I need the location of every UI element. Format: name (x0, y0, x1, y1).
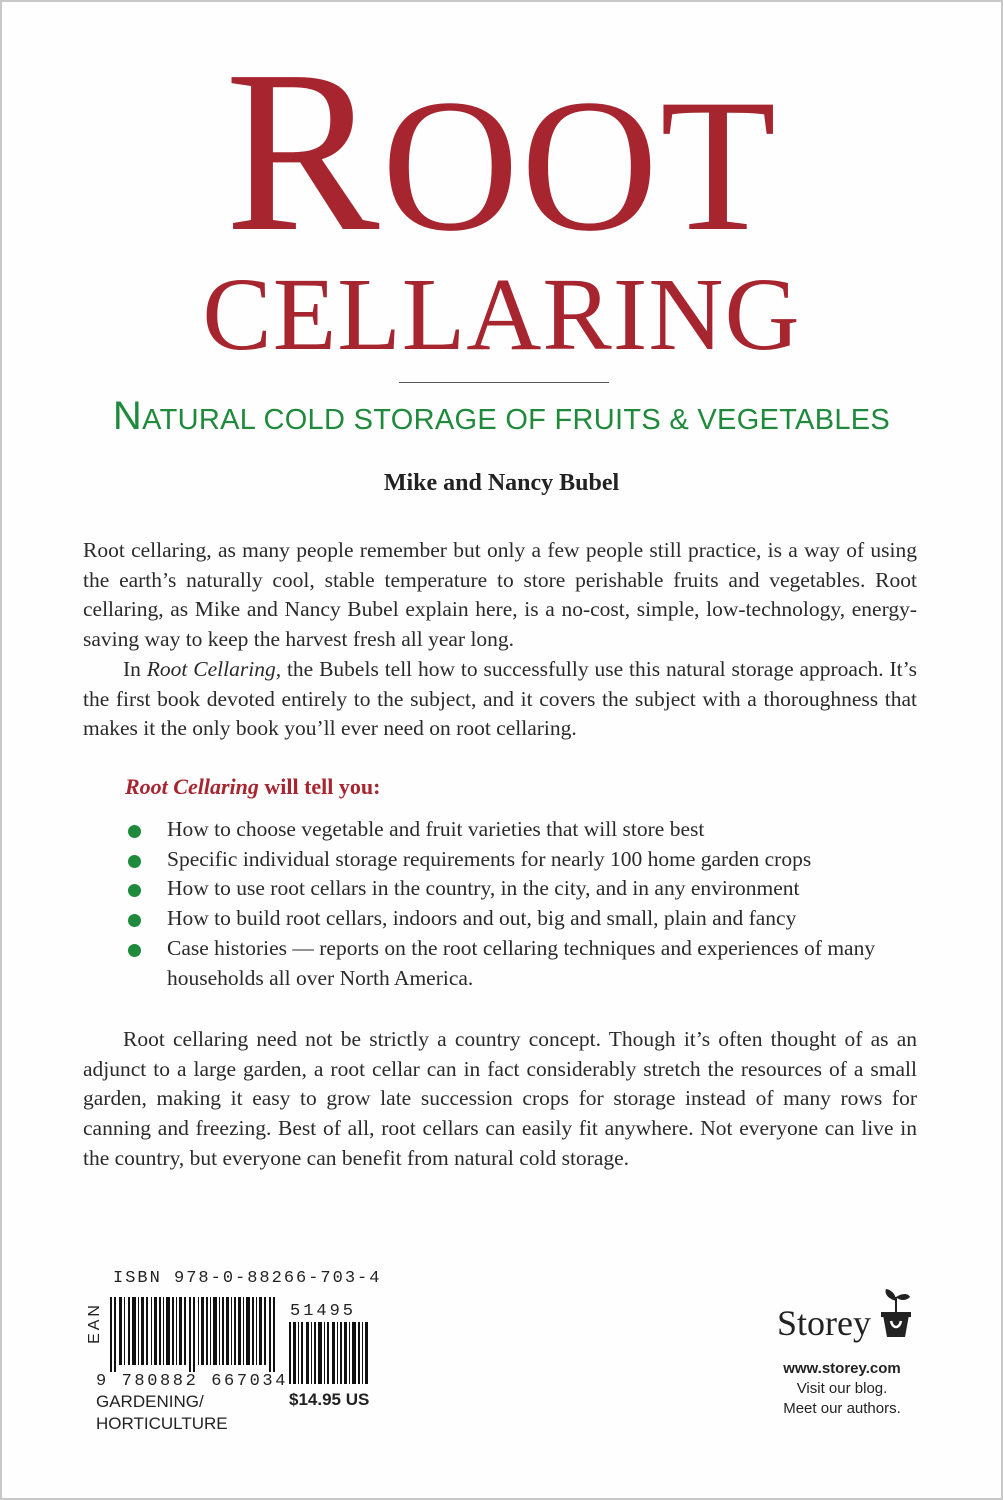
price: $14.95 US (289, 1390, 370, 1409)
bullet-dot-icon (128, 944, 141, 957)
feature-item (125, 904, 925, 934)
intro-paragraph-2 (83, 655, 917, 744)
isbn: ISBN 978-0-88266-703-4 (113, 1269, 382, 1288)
intro-paragraph-1: Root cellaring, as many people remember but only a few people still practice, is a way of using the earth’s naturally cool, stable temperature to store perishable fruits and vegetables. Root cellaring, as Mike and Nancy Bubel explain here, is a no-cost, simple, low-technology, energy-saving way to keep the harvest fresh all year long. (83, 538, 917, 652)
feature-item-text: How to choose vegetable and fruit varieties that will store best (167, 817, 705, 841)
category-line-2: HORTICULTURE (96, 1414, 228, 1433)
publisher-authors-line: Meet our authors. (783, 1400, 901, 1417)
bullet-dot-icon (128, 855, 141, 868)
title-root (2, 23, 1001, 280)
feature-item (125, 934, 925, 993)
bullet-dot-icon (128, 914, 141, 927)
bullet-dot-icon (128, 884, 141, 897)
title-root-initial: R (224, 23, 382, 280)
publisher-url: www.storey.com (783, 1360, 901, 1377)
shelving-category (96, 1391, 228, 1435)
category-line-1: GARDENING/ (96, 1392, 204, 1411)
feature-item (125, 815, 925, 845)
authors: Mike and Nancy Bubel (383, 470, 620, 496)
feature-item (125, 874, 925, 904)
bullet-dot-icon (128, 825, 141, 838)
ean-label: EAN (86, 1302, 103, 1344)
title-cellaring: CELLARING (202, 257, 801, 372)
features-list (125, 815, 925, 993)
publisher-name: Storey (777, 1303, 871, 1343)
subtitle-rest: ATURAL COLD STORAGE OF FRUITS & VEGETABLES (142, 404, 891, 436)
subtitle (2, 394, 1001, 442)
price-addon-barcode (289, 1322, 371, 1384)
feature-item (125, 845, 925, 875)
intro-p2-prefix: In (123, 656, 147, 681)
features-lead-book-title: Root Cellaring (125, 774, 259, 799)
feature-item-text: How to use root cellars in the country, in the city, and in any environment (167, 876, 800, 901)
publisher-info (762, 1359, 922, 1419)
title-divider (399, 382, 609, 383)
closing-paragraph: Root cellaring need not be strictly a country concept. Though it’s often thought of as an adjunct to a large garden, a root cellar can in fact considerably stretch the resources of a small garden, making it easy to grow late succession crops for storage instead of many rows for canning and freezing. Best of all, root cellars can easily fit anywhere. Not everyone can live in the country, but everyone can benefit from natural cold storage. (83, 1027, 917, 1170)
barcode-digits: 9 780882 667034 (96, 1372, 289, 1391)
closing-text (83, 1025, 917, 1174)
intro-p2-book-title: Root Cellaring, (146, 656, 282, 681)
subtitle-initial: N (112, 394, 143, 438)
plant-pot-logo-icon (878, 1287, 914, 1339)
feature-item-text: How to build root cellars, indoors and out, big and small, plain and fancy (167, 906, 797, 931)
intro-p2-rest: the Bubels tell how to successfully use this natural storage approach. It’s the first book devoted entirely to the subject, and it covers the subject with a thoroughness that makes it the only book you’ll ever need on root cellaring. (83, 656, 917, 741)
feature-item-text: Specific individual storage requirements for nearly 100 home garden crops (167, 846, 812, 871)
publisher-blog-line: Visit our blog. (796, 1380, 888, 1397)
title-root-rest: OOT (381, 61, 779, 271)
intro-text (83, 536, 917, 744)
price-code: 51495 (290, 1302, 357, 1321)
feature-item-text: Case histories — reports on the root cellaring techniques and experiences of many households all over North America. (167, 935, 876, 990)
features-lead-rest: will tell you: (258, 774, 381, 799)
ean-barcode (110, 1297, 278, 1372)
features-lead (125, 772, 380, 802)
